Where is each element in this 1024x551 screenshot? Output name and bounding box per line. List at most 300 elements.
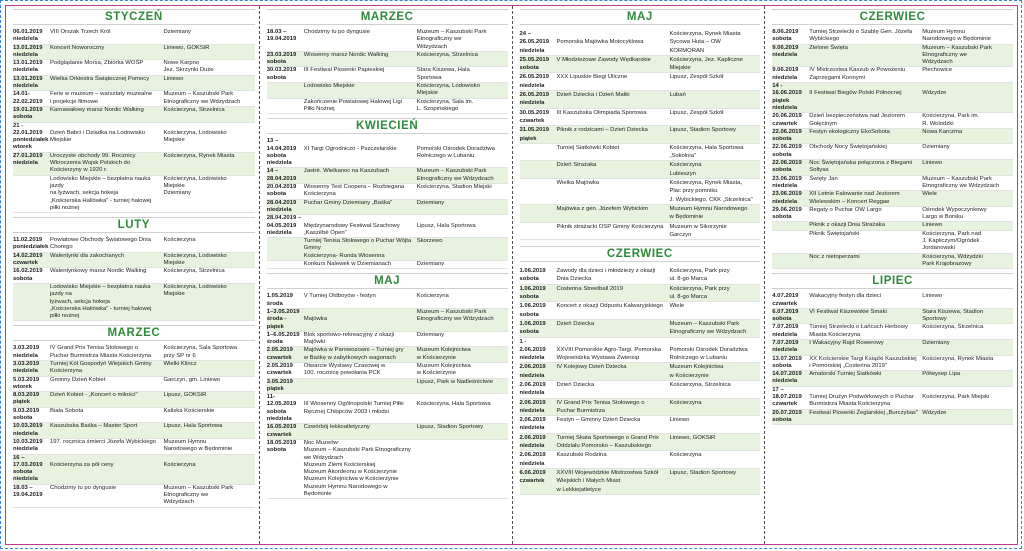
event-row — [772, 83, 1013, 113]
event-row — [772, 324, 1013, 340]
calendar-column-2 — [259, 6, 512, 544]
event-title: Wiosenny Test Coopera – Rozbiegana Kościerzyna — [303, 184, 405, 198]
event-date: 3.03.2019 niedziela — [13, 345, 40, 359]
event-title: Regaty o Puchar OW Largo — [809, 206, 882, 213]
event-row — [13, 361, 255, 377]
event-place: Wielki Klincz — [163, 360, 197, 367]
event-title: V Młodzieżowe Zawody Wędkarskie — [556, 56, 651, 63]
event-place: Kościerzyna — [163, 461, 196, 468]
event-title: Kościerzyna za pół ceny — [50, 461, 114, 468]
event-row — [267, 168, 508, 184]
event-date: 11.02.2019 poniedziałek — [13, 237, 49, 251]
event-place: Kościerzyna, Strzelnica — [922, 324, 984, 331]
event-place: Kościerzyna, Rynek Miasta — [163, 152, 235, 159]
event-title: Piknik strażacki OSP Gminy Kościerzyna — [556, 223, 664, 230]
event-date: 2.06.2019 niedziela — [519, 364, 546, 379]
event-row — [267, 215, 508, 238]
event-row — [772, 45, 1013, 68]
event-row — [267, 29, 508, 52]
event-place: Muzeum – Kaszubski Park Etnograficzny we Wdzydzach — [922, 44, 992, 66]
event-place: Kościerzyna, Lodowisko Miejskie — [163, 252, 227, 267]
event-place: Garczyn, gm. Liniewo — [163, 376, 221, 383]
event-place — [417, 440, 508, 498]
event-title: Obchody Nocy Świętojańskiej — [809, 144, 887, 151]
event-place: Kościerzyna, Hala Sportowa — [416, 401, 491, 408]
month-heading: KWIECIEŃ — [267, 118, 508, 134]
event-row — [13, 439, 255, 455]
event-title: Dzień bezpieczeństwa nad Jeziorem Gołęcinym — [809, 113, 905, 127]
event-place: Muzeum – Kaszubski Park Etnograficzny we Wdzydzach — [416, 168, 494, 182]
event-place: Kościerzyna, Sala Sportowa przy SP nr 6 — [163, 345, 238, 359]
event-date: 06.01.2019 niedziela — [13, 29, 43, 43]
event-title: Dzień Dziecka — [556, 381, 595, 388]
event-row — [520, 267, 761, 285]
event-place: Kościerzyna, Sala im. L. Szopińskiego — [416, 98, 474, 112]
event-place: Kościerzyna, Park Miejski — [922, 394, 990, 401]
event-place: Kościerzyna, Park przy ul. 8-go Marca — [669, 268, 730, 283]
event-title: Majówka — [303, 316, 327, 323]
event-place: Pomorski Ośrodek Doradztwa Rolniczego w Lubaniu — [416, 145, 495, 159]
event-place: Muzeum – Kaszubski Park Etnograficzny we Wdzydzach — [416, 308, 494, 323]
event-row — [520, 91, 761, 109]
event-date: 21 - 22.01.2019 poniedziałek wtorek — [13, 122, 49, 151]
event-row — [772, 254, 1013, 270]
event-row — [520, 144, 761, 162]
event-place: Dziemiany — [416, 199, 445, 206]
event-row — [13, 284, 255, 321]
event-row — [520, 469, 761, 495]
event-row — [267, 261, 508, 269]
event-date: 9.06.2019 niedziela — [772, 67, 799, 81]
event-date: 1–6.05.2019 środa — [266, 331, 300, 346]
event-title: Dzień Strażaka — [556, 162, 597, 169]
event-date: 22.06.2019 sobota — [772, 144, 802, 158]
event-row — [13, 455, 255, 485]
event-place: Kościerzyna, Rynek Miasta Sycowa Huta – OW KORMORAN — [669, 31, 741, 54]
event-date: 1.05.2019 środa — [266, 293, 293, 307]
event-title: III Festiwal Piosenki Papieskiej — [303, 67, 385, 74]
event-row — [520, 451, 761, 469]
event-row — [13, 107, 255, 123]
event-date: 13.01.2019 niedziela — [13, 44, 43, 58]
event-row — [267, 200, 508, 216]
event-date: 19.01.2019 sobota — [13, 106, 43, 121]
event-place: Kościerzyna, Park nad J. Kapliczym/Ogródek Jordanowski — [922, 230, 982, 252]
event-title: Noc Świętojańska połączona z Biegami Sołtysa — [809, 160, 913, 174]
event-place: Liniewo — [922, 160, 943, 167]
event-title: Amatorski Turniej Siatkówki — [809, 371, 882, 378]
event-title: IV Mistrzostwa Kaszub w Powożeniu Zaprzęgami Konnymi — [809, 67, 906, 81]
month-heading: LIPIEC — [772, 273, 1013, 289]
event-date: 20.07.2019 sobota — [772, 409, 802, 423]
event-title: Turniej Skata Sportowego o Grand Prix Oddziału Pomorsko – Kaszubskiego — [556, 434, 659, 450]
event-title: Dzień Babci i Dziadka na Lodowisku Miejskie — [50, 129, 145, 144]
event-row — [267, 394, 508, 424]
event-date: 28.04.2019 niedziela — [266, 199, 297, 213]
event-title: Uroczyste obchody 99. Rocznicy Wkroczenia Wojsk Polskich do Kościerzyny w 1920 r. — [50, 152, 136, 174]
event-row — [267, 440, 508, 499]
event-row — [520, 416, 761, 434]
event-title: 197. rocznica śmierci Józefa Wybickiego — [50, 438, 157, 445]
month-heading: MAJ — [267, 273, 508, 289]
event-row — [772, 160, 1013, 176]
event-place: Kościerzyna — [669, 452, 702, 459]
event-date: 31.05.2019 piątek — [519, 127, 549, 142]
event-title: Zawody dla dzieci i młodzieży z okazji Dnia Dziecka — [556, 268, 656, 283]
event-place: Kościerzyna, Lodowisko Miejskie — [163, 129, 227, 144]
event-row — [13, 423, 255, 439]
event-place: Kościerzyna, Stadion Miejski — [416, 184, 492, 191]
event-row — [520, 285, 761, 303]
event-place: Piechowice — [922, 67, 952, 74]
event-date: 6.06.2019 czwartek — [519, 469, 546, 485]
event-place: Muzeum Hymnu Narodowego w Będominie — [163, 438, 233, 453]
event-date — [520, 179, 557, 204]
event-title: Wakacyjny festyn dla dzieci — [809, 293, 882, 300]
event-date: 13 – 14.04.2019 sobota niedziela — [266, 138, 297, 167]
event-title: Lodowisko Miejskie – bezpłatna nauka jazdy na łyżwach, sekcja hokeja „Kościerska Haliówka" - turniej halowej piłki nożnej — [50, 175, 152, 211]
event-place: Kościerzyna — [163, 237, 196, 244]
event-place: Kościerzyna, Jez. Kapliczne Miejskie — [669, 56, 743, 72]
event-date: 2.05.2019 czwartek — [266, 362, 293, 377]
event-date: 30.05.2019 czwartek — [519, 109, 549, 124]
event-row — [772, 207, 1013, 223]
event-row — [772, 371, 1013, 387]
event-date: 24 – 26.05.2019 niedziela — [519, 31, 549, 54]
event-title: IV Grand Prix Tenisa Stołowego o Puchar Burmistrza Miasta Kościerzyna — [50, 345, 152, 359]
event-title: I Wakacyjny Rajd Rowerowy — [809, 339, 884, 346]
event-date: 2.06.2019 niedziela — [519, 434, 546, 450]
event-title: Puchar Gminy Dziemiany „Baśka" — [303, 199, 393, 206]
event-date: 1.06.2019 sobota — [519, 268, 546, 283]
event-date: 23.06.2019 niedziela — [772, 191, 802, 205]
event-title: II Festiwal Biegów Polski Północnej — [809, 90, 902, 97]
event-date: 5.03.2019 wtorek — [13, 376, 40, 390]
event-date — [13, 176, 50, 212]
event-row — [267, 184, 508, 200]
event-date: 4.07.2019 czwartek — [772, 293, 799, 307]
event-date: 30.03.2019 sobota — [266, 67, 297, 81]
event-title: Majówka w Parowozowni – Turniej gry w Baśkę w zabytkowych wagonach — [303, 347, 404, 361]
event-place: Wiele — [669, 303, 685, 310]
event-row — [520, 223, 761, 241]
event-place: Liniewo, GOKSiR — [163, 44, 210, 51]
event-row — [520, 381, 761, 399]
event-date: 10.03.2019 niedziela — [13, 438, 43, 453]
event-place: Lipusz, Zespół Szkół — [669, 74, 724, 81]
event-date: 25.05.2019 sobota — [519, 56, 549, 72]
event-date: 23.03.2019 sobota — [266, 51, 297, 66]
event-title: Walentynki dla zakochanych — [50, 252, 125, 259]
event-date — [520, 223, 557, 240]
event-title: Piknik Świętojański — [809, 230, 860, 237]
event-place: Kościerzyna, Hala Sportowa „Sokolnia" — [669, 144, 744, 160]
event-row — [772, 176, 1013, 192]
event-place: Muzeum Hymnu Narodowego w Będominie — [669, 205, 748, 221]
event-place: Kaliska Kościerskie — [163, 407, 215, 414]
event-place: Kościerzyna, Strzelnica — [416, 51, 478, 58]
event-title: Lodowisko Miejskie — [303, 83, 355, 90]
event-place: Muzeum – Kaszubski Park Etnograficzny we Wdzydzach — [922, 175, 1000, 189]
event-title: Turniej Drużyn Podwórkowych o Puchar Burmistrza Miasta Kościerzyna — [809, 394, 914, 408]
event-title: Wiosenny marsz Nordic Walking — [303, 51, 389, 58]
event-title: Otwarcie Wystawy Czasowej w 100. rocznicę powołania PCK — [303, 362, 386, 377]
event-date — [267, 83, 304, 98]
event-date: 26.05.2019 niedziela — [519, 92, 549, 107]
event-place: Muzeum Kolejnictwa w Kościerzynie — [669, 364, 724, 379]
event-title: Chodzimy tu po dyngusie — [303, 29, 370, 35]
calendar-column-4 — [764, 6, 1017, 544]
event-date — [520, 205, 557, 222]
event-row — [13, 253, 255, 269]
event-title: VIII Orszak Trzech Król — [50, 29, 111, 35]
event-place: Dziemiany — [416, 261, 445, 268]
event-row — [772, 293, 1013, 309]
event-date: 13.07.2019 sobota — [772, 355, 802, 369]
event-place: Kościerzyna Lubieszyn — [669, 162, 702, 177]
event-date: 18.03 – 19.04.2019 — [13, 484, 43, 499]
event-place: Muzeum w Sikorzynie Garczyn — [669, 223, 727, 238]
event-place: Kościerzyna, Lodowisko Miejskie — [163, 283, 227, 298]
event-title: VI Festiwal Kiszewskie Smaki — [809, 308, 887, 315]
event-place: Kościerzyna, Park przy ul. 8-go Marca — [669, 285, 730, 301]
event-title: Podglądanie Morsa, Zbiórka WOŚP — [50, 60, 144, 67]
event-row — [267, 99, 508, 115]
event-date: 2.06.2019 niedziela — [519, 381, 546, 397]
event-row — [772, 387, 1013, 410]
event-title: Wielka Orkiestra Świątecznej Pomocy — [50, 75, 150, 82]
event-date — [772, 222, 809, 229]
event-title: Majówka z gen. Józefem Wybickim — [556, 205, 649, 212]
event-title: Karnawałowy marsz Nordic Walking — [50, 106, 144, 113]
event-title: Święty Jan — [809, 175, 838, 182]
event-date: 29.06.2019 sobota — [772, 206, 802, 221]
event-date: 6.07.2019 sobota — [772, 308, 799, 323]
event-title: Turniej Tenisa Stołowego o Puchar Wójta Gminy Kościerzyna- Runda Wiosenna — [303, 238, 412, 259]
event-row — [772, 231, 1013, 254]
event-row — [520, 56, 761, 74]
event-title: Blok sportowo-rekreacyjny z okazji Majówki — [303, 331, 395, 346]
event-row — [772, 340, 1013, 356]
event-row — [13, 91, 255, 107]
event-title: Koncert z okazji Odpustu Kalwaryjskiego — [556, 303, 663, 310]
event-title: Biała Sobota — [50, 407, 84, 414]
event-row — [267, 424, 508, 440]
event-date: 14.07.2019 niedziela — [772, 371, 802, 385]
event-row — [13, 237, 255, 253]
month-heading: MARZEC — [13, 325, 255, 341]
event-place: Kościerzyna, Lodowisko Miejskie Dziemiany — [163, 175, 227, 197]
event-title: Turniej Siatkówki Kobiet — [556, 144, 620, 151]
calendar-column-3 — [512, 6, 765, 544]
event-title: III Wiosenny Ogólnopolski Turniej Piłki Ręcznej Chłopców 2003 i młodsi — [303, 401, 404, 415]
event-date: 1.06.2019 sobota — [519, 320, 546, 336]
event-place: Lipusz, Zespół Szkół — [669, 109, 724, 116]
event-row — [267, 293, 508, 309]
event-place: Lipusz, Park w Nadleśnictwie — [416, 378, 493, 385]
event-title: XII Letnie Falowanie nad Jeziorem Wielewskim – Koncert Reggae — [809, 191, 900, 205]
event-date: 20.06.2019 czwartek — [772, 113, 802, 127]
event-title: Walentynkowy marsz Nordic Walking — [50, 268, 147, 275]
event-row — [13, 176, 255, 213]
event-title: Zakończenie Powiatowej Halowej Ligi Piłki Nożnej — [303, 98, 402, 112]
event-place: Kościerzyna — [416, 293, 449, 300]
event-date — [267, 99, 304, 114]
calendar-column-1 — [6, 6, 259, 544]
event-row — [772, 144, 1013, 160]
event-date — [520, 144, 557, 161]
event-place: Muzeum – Kaszubski Park Etnograficzny we Wdzydzach — [163, 91, 241, 105]
calendar-frame — [5, 5, 1018, 545]
event-title: Zielone Święta — [809, 44, 848, 51]
event-date: 10.03.2019 niedziela — [13, 423, 43, 437]
event-place: Dziemiany — [922, 144, 950, 151]
event-title: Festyn ekologiczny EkoSobota — [809, 128, 890, 135]
event-row — [13, 485, 255, 508]
event-place: Lipusz, Hala Sportowa — [416, 222, 476, 229]
event-row — [520, 73, 761, 91]
event-row — [267, 332, 508, 348]
event-row — [13, 392, 255, 408]
event-place: Nowe Karpno Jez. Skrzynki Duże — [163, 60, 214, 74]
event-title: Powiatowe Obchody Światowego Dnia Chorego — [50, 237, 151, 251]
event-date: 1.06.2019 sobota — [519, 285, 546, 301]
event-title: Konkurs Nalewek w Dziemianach — [303, 261, 392, 268]
event-row — [13, 345, 255, 361]
event-place: Muzeum – Kaszubski Park Etnograficzny we Wdzydzach — [669, 320, 747, 336]
event-title: Piknik z rodzicami – Dzień Dziecka — [556, 127, 648, 134]
event-row — [520, 126, 761, 144]
event-title: IV Kolejowy Dzień Dziecka — [556, 364, 627, 371]
event-date: 1.06.2019 sobota — [519, 303, 546, 318]
event-row — [267, 67, 508, 83]
event-row — [772, 222, 1013, 230]
event-title: V Turniej Oldboyów - festyn — [303, 293, 376, 300]
event-title: III Kaszubska Olimpiada Sportowa — [556, 109, 647, 116]
event-row — [13, 76, 255, 92]
event-date: 22.06.2019 sobota — [772, 128, 802, 143]
event-place: Kościerzyna, Wdzydzki Park Krajobrazowy — [922, 253, 983, 267]
event-row — [772, 67, 1013, 83]
event-row — [520, 179, 761, 205]
event-row — [772, 29, 1013, 45]
event-place: Lipusz, Hala Sportowa — [163, 423, 223, 430]
event-place: Kościerzyna, Lodowisko Miejskie — [416, 83, 480, 97]
event-row — [772, 410, 1013, 426]
month-heading: MARZEC — [267, 9, 508, 25]
event-title: XXVIII Wojewódzkie Mistrzostwa Szkół Wiejskich i Małych Miast w Lekkiejatletyce — [556, 469, 659, 493]
event-row — [520, 338, 761, 364]
event-title: Turniej Kół Gospodyń Wiejskich Gminy Kościerzyna — [50, 360, 152, 375]
event-date: 18.03 – 19.04.2019 — [266, 29, 297, 43]
event-title: XXVIII Pomorskie Agro-Targi. Pomorska Wojewódzka Wystawa Zwierząt — [556, 346, 661, 362]
event-title: Koncert Noworoczny — [50, 44, 105, 51]
event-place: Stara Kiszewa, Stadion Sportowy — [922, 308, 984, 323]
event-date: 13.01.2019 niedziela — [13, 60, 43, 74]
event-date: 22.06.2019 sobota — [772, 160, 802, 174]
event-date: 2.06.2019 niedziela — [519, 452, 546, 467]
event-row — [520, 302, 761, 320]
month-heading: CZERWIEC — [772, 9, 1013, 25]
event-title: Międzynarodowy Festiwal Szachowy „Kaszëbë Open" — [303, 222, 400, 236]
event-row — [13, 123, 255, 153]
event-title: Turniej Strzelecki o Łańcuch Herbowy Miasta Kościerzyna — [809, 324, 908, 338]
event-row — [520, 363, 761, 381]
event-row — [267, 379, 508, 395]
event-title: XX Kościerskie Targi Książki Kaszubskiej i Pomorskiej „Costerina 2019" — [809, 355, 917, 369]
event-place: Wdzydze — [922, 409, 947, 416]
event-row — [13, 408, 255, 424]
event-date: 7.07.2019 niedziela — [772, 339, 799, 354]
event-title: XXX Lipuskie Biegi Uliczne — [556, 74, 628, 81]
event-title: Festiwal Piosenki Żeglarskiej „Burczybas" — [809, 409, 919, 416]
event-title: Czwórbój lekkoatletyczny — [303, 424, 370, 431]
event-date: 11- 12.05.2019 sobota niedziela — [266, 394, 297, 423]
event-place: Kościerzyna, Rynek Miasta — [922, 355, 994, 362]
event-date — [13, 284, 50, 320]
event-row — [13, 45, 255, 61]
event-row — [520, 399, 761, 417]
event-date: 14 - 16.06.2019 piątek niedziela — [772, 83, 802, 111]
event-date — [772, 254, 809, 269]
event-date: 1 - 2.06.2019 niedziela — [519, 338, 546, 362]
event-place: Ośrodek Wypoczynkowy Largo w Borsku — [922, 206, 987, 221]
event-row — [772, 191, 1013, 207]
event-date: 1–3.05.2019 środa - piątek — [266, 308, 300, 330]
event-place: Kościerzyna, Strzelnica — [669, 381, 731, 388]
event-place: Dziemiany — [922, 339, 950, 346]
event-place: Wdzydze — [922, 90, 947, 97]
event-title: Ferie w muzeum – warsztaty muzealne i projekcje filmowe — [50, 91, 153, 105]
event-place: Pomorski Ośrodek Doradztwa Rolniczego w Lubaniu — [669, 346, 748, 362]
event-date — [267, 238, 304, 260]
event-place: Kościerzyna, Rynek Miasta, Plac przy pomniku J. Wybickiego, CKK „Strzelnica" — [669, 180, 753, 203]
event-place: Muzeum Hymnu Narodowego w Będominie — [922, 29, 991, 43]
event-date — [267, 261, 304, 268]
event-date: 9.06.2019 niedziela — [772, 44, 799, 58]
event-date — [520, 161, 557, 178]
event-row — [520, 320, 761, 338]
event-place: Muzeum – Kaszubski Park Etnograficzny we Wdzydzach — [416, 29, 487, 50]
event-row — [520, 205, 761, 223]
event-title: Wielka Majówka — [556, 180, 600, 187]
event-place: Lipusz, Stadion Sportowy — [669, 127, 736, 134]
event-title: Gminny Dzień Kobiet — [50, 376, 106, 383]
event-date: 14 – 28.04.2019 — [266, 168, 297, 182]
event-date: 14.01- 22.02.2019 — [13, 91, 43, 105]
event-row — [520, 109, 761, 127]
event-row — [13, 29, 255, 45]
event-place: Liniewo — [922, 222, 943, 229]
month-heading: STYCZEŃ — [13, 9, 255, 25]
event-date: 16.05.2019 czwartek — [266, 424, 297, 438]
event-row — [520, 161, 761, 179]
event-place: Lipusz, Stadion Sportowy — [669, 469, 736, 476]
event-date: 2.05.2019 czwartek — [266, 347, 293, 361]
event-title: Dzień Kobiet - „Koncert o miłości" — [50, 392, 138, 399]
event-date: 2.06.2019 niedziela — [519, 417, 546, 432]
event-date: 27.01.2019 niedziela — [13, 152, 43, 167]
event-row — [13, 377, 255, 393]
event-title: Piknik z okazji Dnia Strażaka — [809, 222, 885, 229]
event-title: Lodowisko Miejskie – bezpłatna nauka jazdy na łyżwach, sekcja hokeja „Kościerska Haliówka" - turniej halowej piłki nożnej — [50, 283, 152, 320]
event-place: Liniewo — [163, 75, 184, 82]
event-date: 8.03.2019 piątek — [13, 392, 40, 406]
event-place: Muzeum – Kaszubski Park Etnograficzny we Wdzydzach — [163, 484, 234, 506]
event-date — [772, 231, 809, 253]
event-date: 26.05.2019 niedziela — [519, 74, 549, 89]
event-row — [267, 138, 508, 168]
